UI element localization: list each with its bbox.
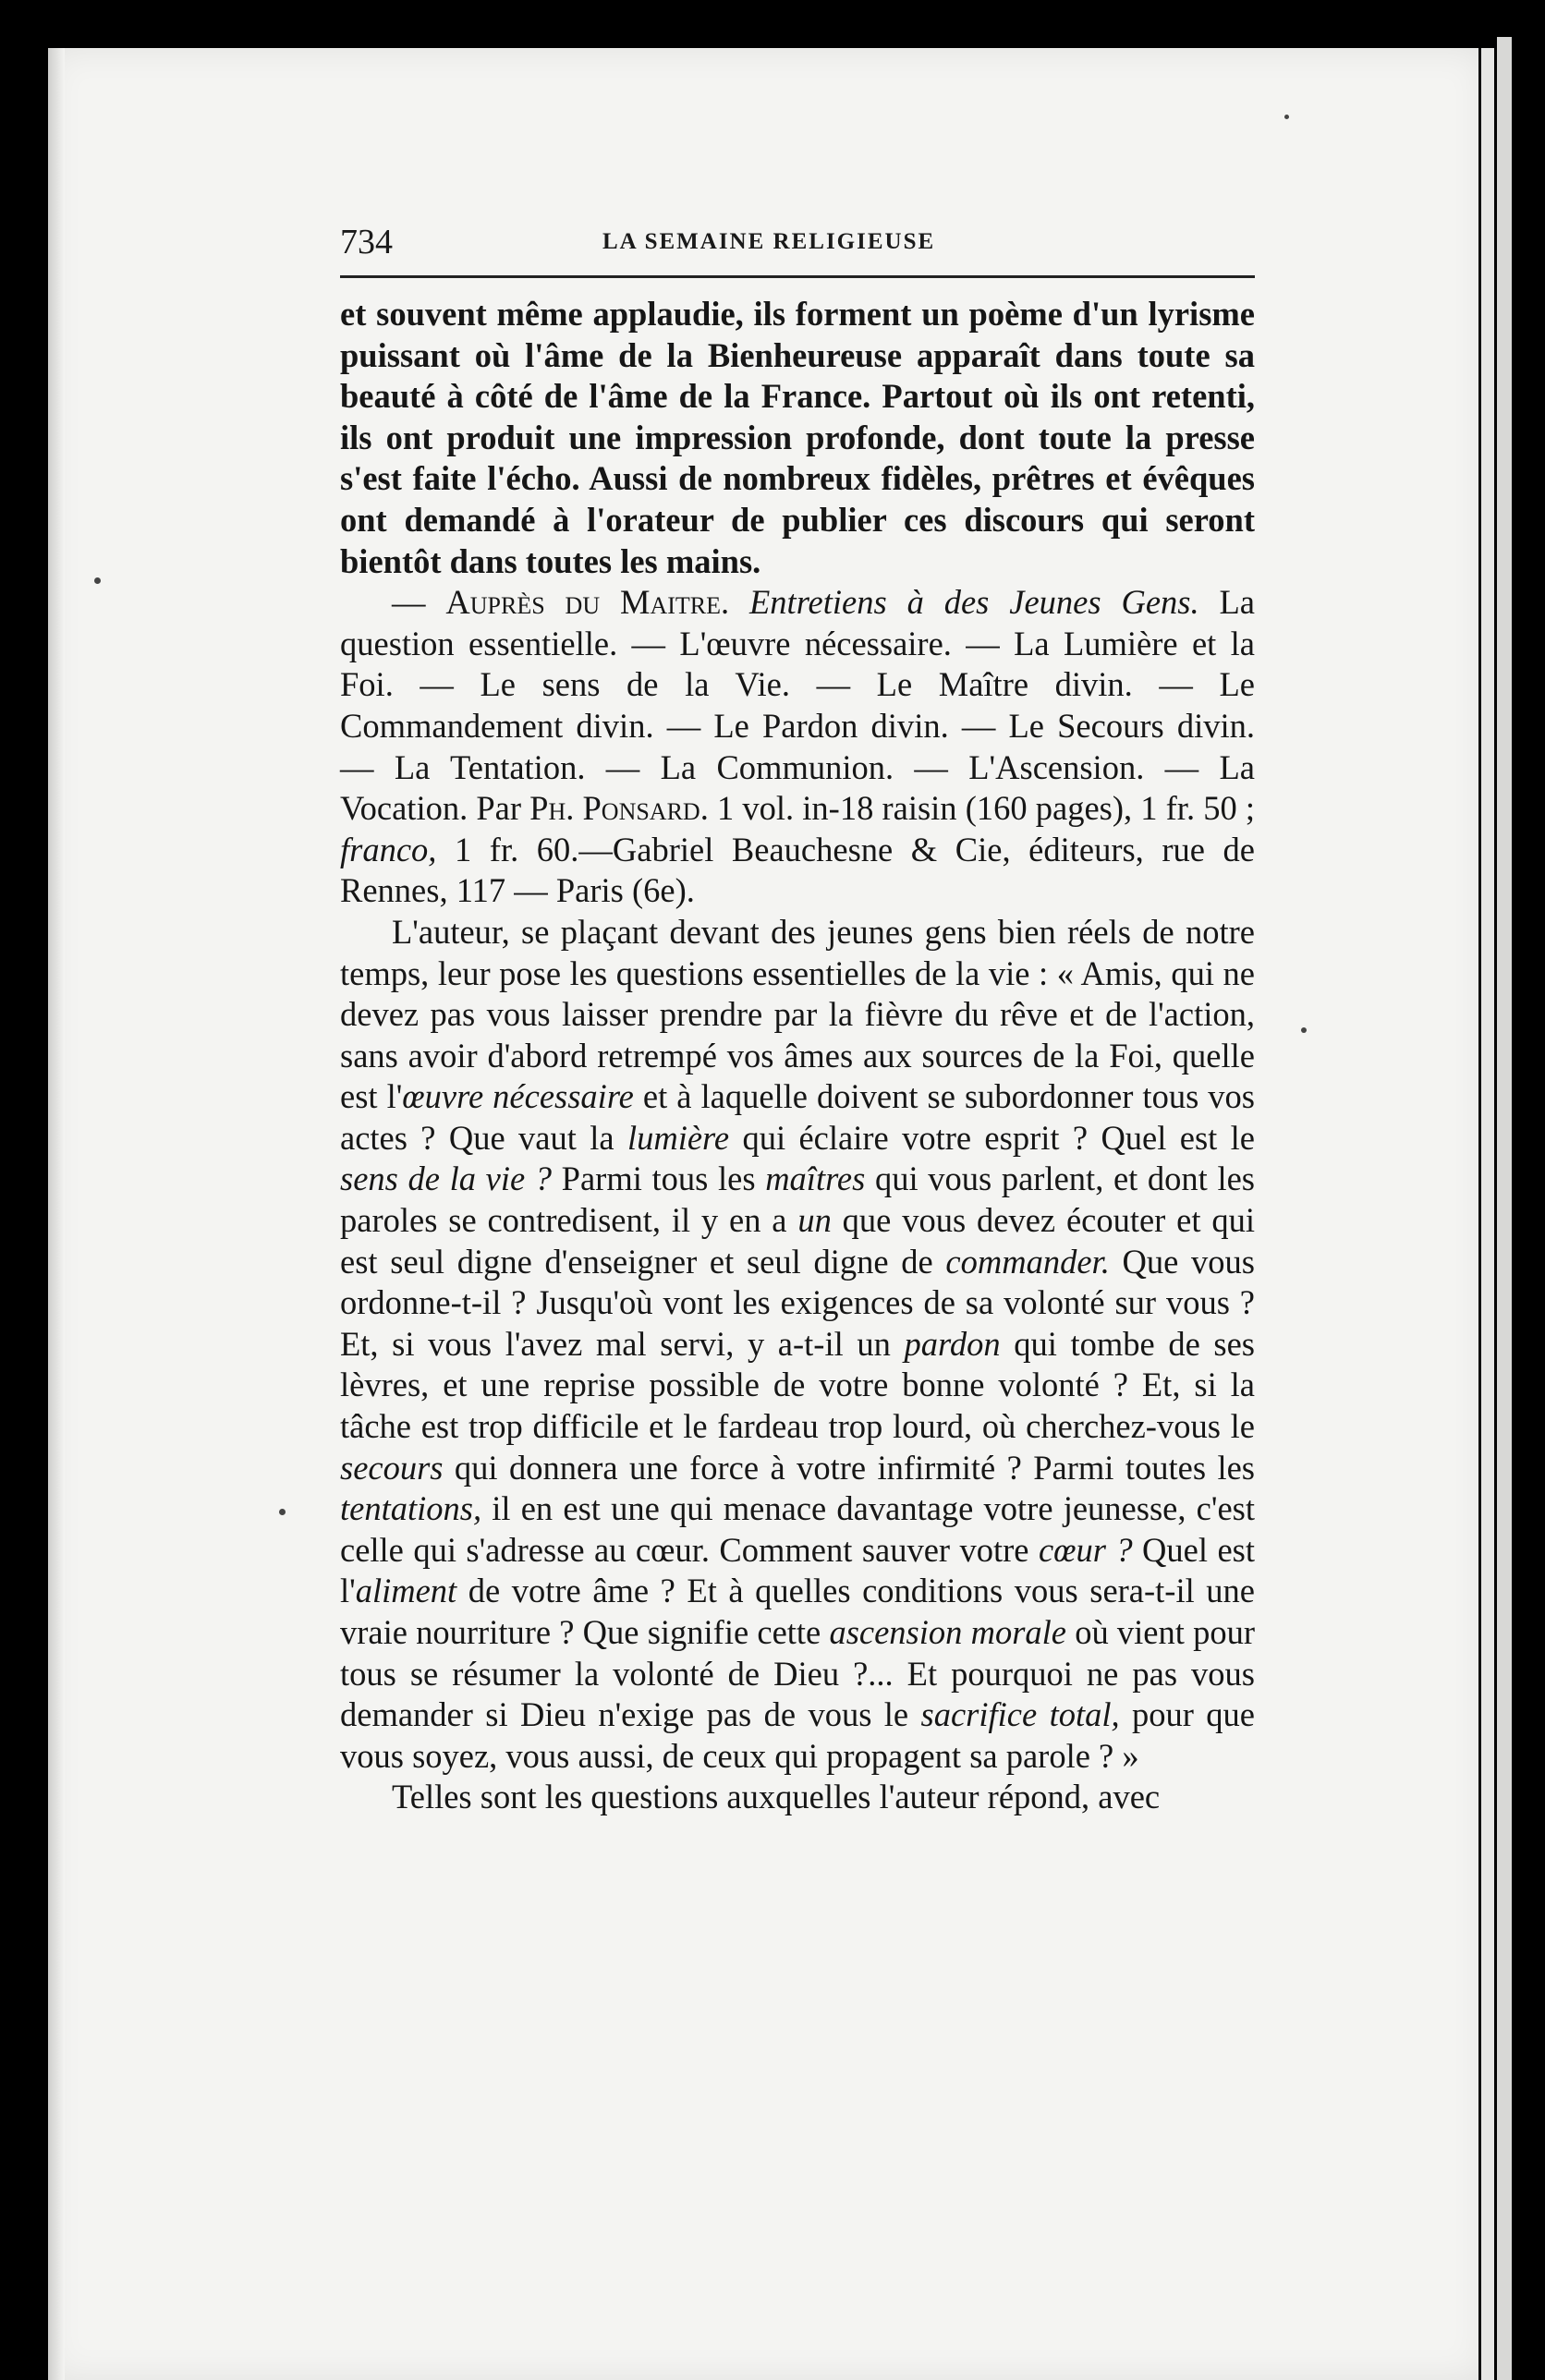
p3-s3: qui éclaire votre esprit ? Quel est le (729, 1118, 1255, 1157)
p3-i3: sens de la vie ? (340, 1160, 553, 1198)
dash: — (392, 583, 446, 622)
p3-i7: pardon (904, 1324, 1001, 1363)
header-rule (340, 275, 1255, 278)
p3-s4: Parmi tous les (552, 1160, 766, 1198)
p3-s6: que vous devez écouter et qui est seul digne d'enseigner et seul digne de (340, 1201, 1255, 1281)
p3-s12: de votre âme ? Et à quelles conditions vous sera-t-il une vraie nourriture ? Que signifie cette (340, 1572, 1255, 1651)
p3-i5: un (797, 1201, 832, 1240)
dust-speck (279, 1509, 286, 1515)
p3-s13: où vient pour tous se résumer la volonté de Dieu ?... Et pourquoi ne pas vous demander si Dieu n'exige pas de vous le (340, 1613, 1255, 1734)
p3-s1: L'auteur, se plaçant devant des jeunes gens bien réels de notre temps, leur pose les questions essentielles de la vie : « Amis, qui ne devez pas vous laisser prendre par la fièvre du rêve et de l'action, sans avoir d'abord retrempé vos âmes aux sources de la Foi, quelle est l' (340, 912, 1255, 1116)
dust-speck (94, 577, 101, 584)
next-page-edge (1478, 48, 1494, 2380)
paragraph-2 (340, 582, 1255, 912)
page-number: 734 (340, 223, 393, 261)
book-author: Ph. Ponsard. (529, 789, 709, 828)
p3-i4: maîtres (765, 1160, 866, 1198)
paragraph-3 (340, 912, 1255, 1777)
next-page-edge-outer (1497, 37, 1512, 2380)
paragraph-1: et souvent même applaudie, ils forment un poème d'un lyrisme puissant où l'âme de la Bienheureuse apparaît dans toute sa beauté à côté de l'âme de la France. Partout où ils ont retenti, ils ont produit une impression profonde, dont toute la presse s'est faite l'écho. Aussi de nombreux fidèles, prêtres et évêques ont demandé à l'orateur de publier ces discours qui seront bientôt dans toutes les mains. (340, 295, 1255, 580)
p3-s2: et à laquelle doivent se subordonner tous vos actes ? Que vaut la (340, 1077, 1256, 1157)
p3-i1: œuvre nécessaire (402, 1077, 634, 1116)
paragraph-4: Telles sont les questions auxquelles l'auteur répond, avec (392, 1778, 1161, 1816)
p3-i6: commander. (945, 1242, 1110, 1281)
p3-s11: Quel est l' (340, 1530, 1255, 1610)
page-header (340, 222, 1255, 268)
body-text (340, 294, 1255, 1818)
p3-s9: qui donnera une force à votre infirmité ? Parmi toutes les (443, 1448, 1255, 1487)
p3-i12: ascension morale (829, 1613, 1067, 1651)
binding-shadow (48, 48, 65, 2380)
dust-speck (1301, 1027, 1307, 1033)
franco-label: franco, (340, 830, 437, 868)
p3-s7: Que vous ordonne-t-il ? Jusqu'où vont les exigences de sa volonté sur vous ? Et, si vous l'avez mal servi, y a-t-il un (340, 1242, 1255, 1363)
contents-list: La question essentielle. — L'œuvre nécessaire. — La Lumière et la Foi. — Le sens de la Vie. — Le Maître divin. — Le Commandement divin. — Le Pardon divin. — Le Secours divin. — La Tentation. — La Communion. — L'Ascension. — La Vocation. Par (340, 583, 1255, 828)
p3-i11: aliment (355, 1572, 457, 1610)
publisher-info: 1 fr. 60.—Gabriel Beauchesne & Cie, éditeurs, rue de Rennes, 117 — Paris (6e). (340, 830, 1255, 910)
p3-s8: qui tombe de ses lèvres, et une reprise possible de votre bonne volonté ? Et, si la tâche est trop difficile et le fardeau trop lourd, où cherchez-vous le (340, 1324, 1255, 1446)
price-info: 1 vol. in-18 raisin (160 pages), 1 fr. 50 ; (708, 789, 1255, 828)
p3-i13: sacrifice total, (920, 1695, 1120, 1734)
p3-i2: lumière (627, 1118, 730, 1157)
p3-s5: qui vous parlent, et dont les paroles se contredisent, il y en a (340, 1160, 1256, 1240)
book-subtitle: Entretiens à des Jeunes Gens. (729, 583, 1199, 622)
p3-i10: cœur ? (1038, 1530, 1133, 1569)
running-title: LA SEMAINE RELIGIEUSE (602, 229, 936, 254)
p3-s14: pour que vous soyez, vous aussi, de ceux qui propagent sa parole ? » (340, 1695, 1256, 1775)
p3-i8: secours (340, 1448, 444, 1487)
book-title: Auprès du Maitre. (445, 583, 730, 622)
dust-speck (1284, 115, 1289, 119)
p3-i9: tentations, (340, 1489, 482, 1528)
p3-s10: il en est une qui menace davantage votre jeunesse, c'est celle qui s'adresse au cœur. Comment sauver votre (340, 1489, 1255, 1569)
